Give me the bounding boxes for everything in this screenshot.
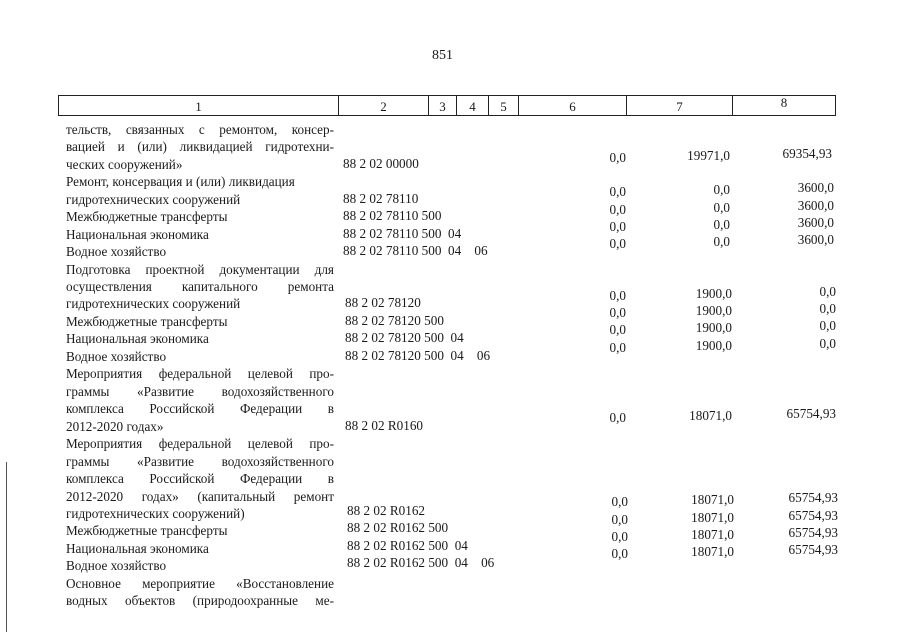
row-code: 88 2 02 78120 500 04 06 (345, 348, 491, 363)
name-line: граммы «Развитие водохозяйственного (66, 454, 334, 469)
name-line: 2012-2020 годах» (капитальный ремонт (66, 489, 334, 504)
row-col6: 0,0 (609, 410, 626, 425)
row-code: 88 2 02 78110 500 04 (343, 226, 462, 241)
name-line: гидротехнических сооружений (66, 192, 241, 207)
header-col-2: 2 (339, 96, 429, 115)
row-code: 88 2 02 R0162 500 (347, 520, 449, 535)
name-line: Межбюджетные трансферты (66, 314, 228, 329)
row-col6: 0,0 (611, 529, 628, 544)
row-col8: 3600,0 (797, 180, 834, 195)
header-col-3: 3 (429, 96, 457, 115)
row-col6: 0,0 (611, 494, 628, 509)
name-line: осуществления капитального ремонта (66, 279, 334, 294)
name-line: комплекса Российской Федерации в (66, 471, 334, 486)
name-line: Водное хозяйство (66, 558, 167, 573)
row-col6: 0,0 (609, 202, 626, 217)
row-code: 88 2 02 78120 500 (345, 313, 444, 328)
name-line: Ремонт, консервация и (или) ликвидация (66, 174, 295, 189)
header-col-6: 6 (519, 96, 627, 115)
name-line: Основное мероприятие «Восстановление (66, 576, 334, 591)
row-col8: 0,0 (819, 318, 836, 333)
row-col8: 0,0 (819, 301, 836, 316)
name-line: Межбюджетные трансферты (66, 523, 228, 538)
name-line: водных объектов (природоохранные ме- (66, 593, 334, 608)
name-line: Водное хозяйство (66, 349, 167, 364)
row-col7: 0,0 (713, 200, 730, 215)
row-col6: 0,0 (609, 236, 626, 251)
row-col6: 0,0 (611, 546, 628, 561)
row-col6: 0,0 (609, 219, 626, 234)
row-code: 88 2 02 78120 500 04 (345, 330, 464, 345)
name-line: Водное хозяйство (66, 244, 167, 259)
page-number: 851 (432, 48, 453, 63)
row-col8: 3600,0 (797, 232, 834, 247)
row-col8: 3600,0 (797, 198, 834, 213)
row-col8: 0,0 (819, 284, 836, 299)
row-col6: 0,0 (609, 305, 626, 320)
row-code: 88 2 02 00000 (343, 156, 419, 171)
name-line: Подготовка проектной документации для (66, 262, 334, 277)
row-col8: 65754,93 (788, 525, 838, 540)
row-col6: 0,0 (609, 340, 626, 355)
row-col7: 0,0 (713, 217, 730, 232)
name-line: гидротехнических сооружений (66, 296, 241, 311)
row-col7: 1900,0 (695, 286, 732, 301)
name-line: 2012-2020 годах» (66, 419, 164, 434)
row-col8: 3600,0 (797, 215, 834, 230)
row-code: 88 2 02 78110 (343, 191, 419, 206)
header-col-4: 4 (457, 96, 489, 115)
row-col8: 0,0 (819, 336, 836, 351)
row-code: 88 2 02 78120 (345, 295, 421, 310)
row-col7: 18071,0 (691, 527, 734, 542)
row-col6: 0,0 (609, 322, 626, 337)
row-col8: 65754,93 (786, 406, 836, 421)
row-col6: 0,0 (609, 184, 626, 199)
row-col6: 0,0 (609, 150, 626, 165)
name-line: комплекса Российской Федерации в (66, 401, 334, 416)
row-col7: 19971,0 (687, 148, 730, 163)
name-line: ческих сооружений» (66, 157, 183, 172)
row-code: 88 2 02 78110 500 04 06 (343, 243, 488, 258)
name-line: Национальная экономика (66, 541, 209, 556)
header-col-1: 1 (59, 96, 339, 115)
margin-line (6, 462, 7, 632)
row-col8: 69354,93 (782, 146, 832, 161)
name-line: Мероприятия федеральной целевой про- (66, 366, 334, 381)
name-line: гидротехнических сооружений) (66, 506, 245, 521)
row-col8: 65754,93 (788, 542, 838, 557)
row-code: 88 2 02 R0162 500 04 (347, 538, 468, 553)
name-line: Межбюджетные трансферты (66, 209, 228, 224)
row-code: 88 2 02 R0160 (345, 418, 424, 433)
name-line: тельств, связанных с ремонтом, консер- (66, 122, 334, 137)
name-line: вацией и (или) ликвидацией гидротехни- (66, 139, 334, 154)
row-col7: 18071,0 (691, 510, 734, 525)
row-col7: 0,0 (713, 182, 730, 197)
row-col7: 0,0 (713, 234, 730, 249)
row-col6: 0,0 (609, 288, 626, 303)
row-code: 88 2 02 78110 500 (343, 208, 442, 223)
row-col7: 18071,0 (689, 408, 732, 423)
header-col-8: 8 (780, 95, 788, 110)
row-col7: 18071,0 (691, 492, 734, 507)
row-col6: 0,0 (611, 512, 628, 527)
row-col8: 65754,93 (788, 490, 838, 505)
name-line: граммы «Развитие водохозяйственного (66, 384, 334, 399)
row-col7: 1900,0 (695, 338, 732, 353)
row-col7: 1900,0 (695, 303, 732, 318)
table-header (58, 95, 836, 116)
row-col7: 1900,0 (695, 320, 732, 335)
name-line: Национальная экономика (66, 331, 209, 346)
row-col7: 18071,0 (691, 544, 734, 559)
row-col8: 65754,93 (788, 508, 838, 523)
name-line: Национальная экономика (66, 227, 209, 242)
name-line: Мероприятия федеральной целевой про- (66, 436, 334, 451)
row-code: 88 2 02 R0162 (347, 503, 426, 518)
header-col-7: 7 (627, 96, 733, 115)
row-code: 88 2 02 R0162 500 04 06 (347, 555, 495, 570)
header-col-5: 5 (489, 96, 519, 115)
